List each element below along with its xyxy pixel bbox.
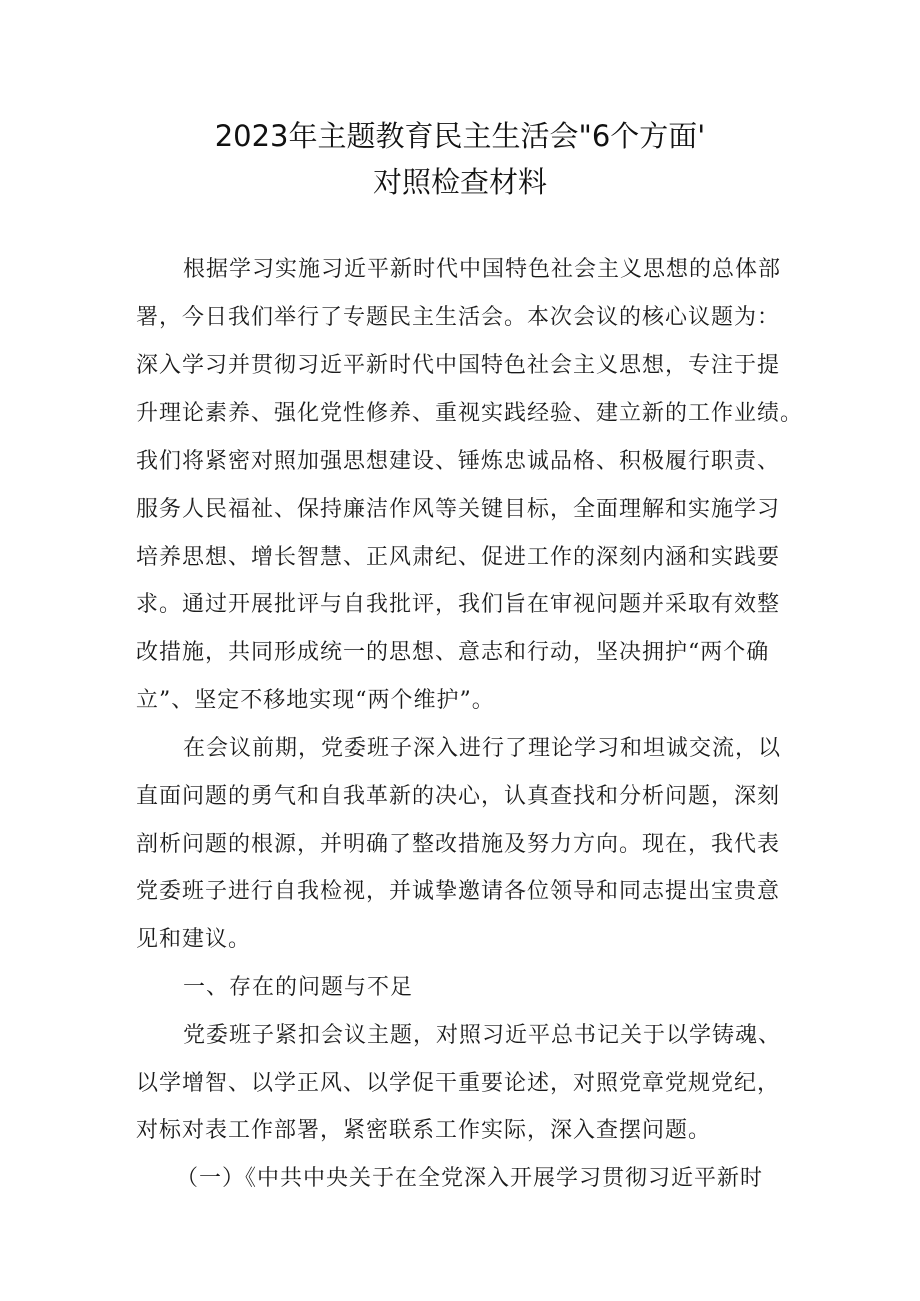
- body-line: 以学增智、以学正风、以学促干重要论述，对照党章党规党纪，: [136, 1071, 781, 1096]
- section-heading: 一、存在的问题与不足: [183, 975, 414, 1000]
- body-line: 对标对表工作部署，紧密联系工作实际，深入查摆问题。: [136, 1118, 712, 1143]
- body-line: 改措施，共同形成统一的思想、意志和行动，坚决拥护“两个确: [136, 640, 770, 665]
- document-title-line-2: 对照检查材料: [372, 165, 547, 199]
- body-line: 服务人民福祉、保持廉洁作风等关键目标，全面理解和实施学习: [136, 497, 781, 522]
- body-line: 剖析问题的根源，并明确了整改措施及努力方向。现在，我代表: [136, 832, 781, 857]
- body-line: 求。通过开展批评与自我批评，我们旨在审视问题并采取有效整: [136, 592, 781, 617]
- body-line: 署，今日我们举行了专题民主生活会。本次会议的核心议题为：: [136, 305, 781, 330]
- body-line: 升理论素养、强化党性修养、重视实践经验、建立新的工作业绩。: [136, 401, 804, 426]
- body-line: 深入学习并贯彻习近平新时代中国特色社会主义思想，专注于提: [136, 353, 781, 378]
- body-line: 培养思想、增长智慧、正风肃纪、促进工作的深刻内涵和实践要: [136, 545, 781, 570]
- body-line: 我们将紧密对照加强思想建设、锤炼忠诚品格、积极履行职责、: [136, 449, 781, 474]
- document-title-line-1: 2023年主题教育民主生活会"6个方面': [214, 119, 706, 153]
- body-line: 根据学习实施习近平新时代中国特色社会主义思想的总体部: [183, 257, 782, 282]
- body-line: 在会议前期，党委班子深入进行了理论学习和坦诚交流，以: [183, 736, 782, 761]
- body-line: 见和建议。: [136, 927, 252, 952]
- subsection-heading: （一）《中共中央关于在全党深入开展学习贯彻习近平新时: [176, 1166, 764, 1191]
- body-line: 立”、坚定不移地实现“两个维护”。: [136, 688, 495, 713]
- body-line: 直面问题的勇气和自我革新的决心，认真查找和分析问题，深刻: [136, 784, 781, 809]
- body-line: 党委班子进行自我检视，并诚挚邀请各位领导和同志提出宝贵意: [136, 879, 781, 904]
- body-line: 党委班子紧扣会议主题，对照习近平总书记关于以学铸魂、: [183, 1023, 782, 1048]
